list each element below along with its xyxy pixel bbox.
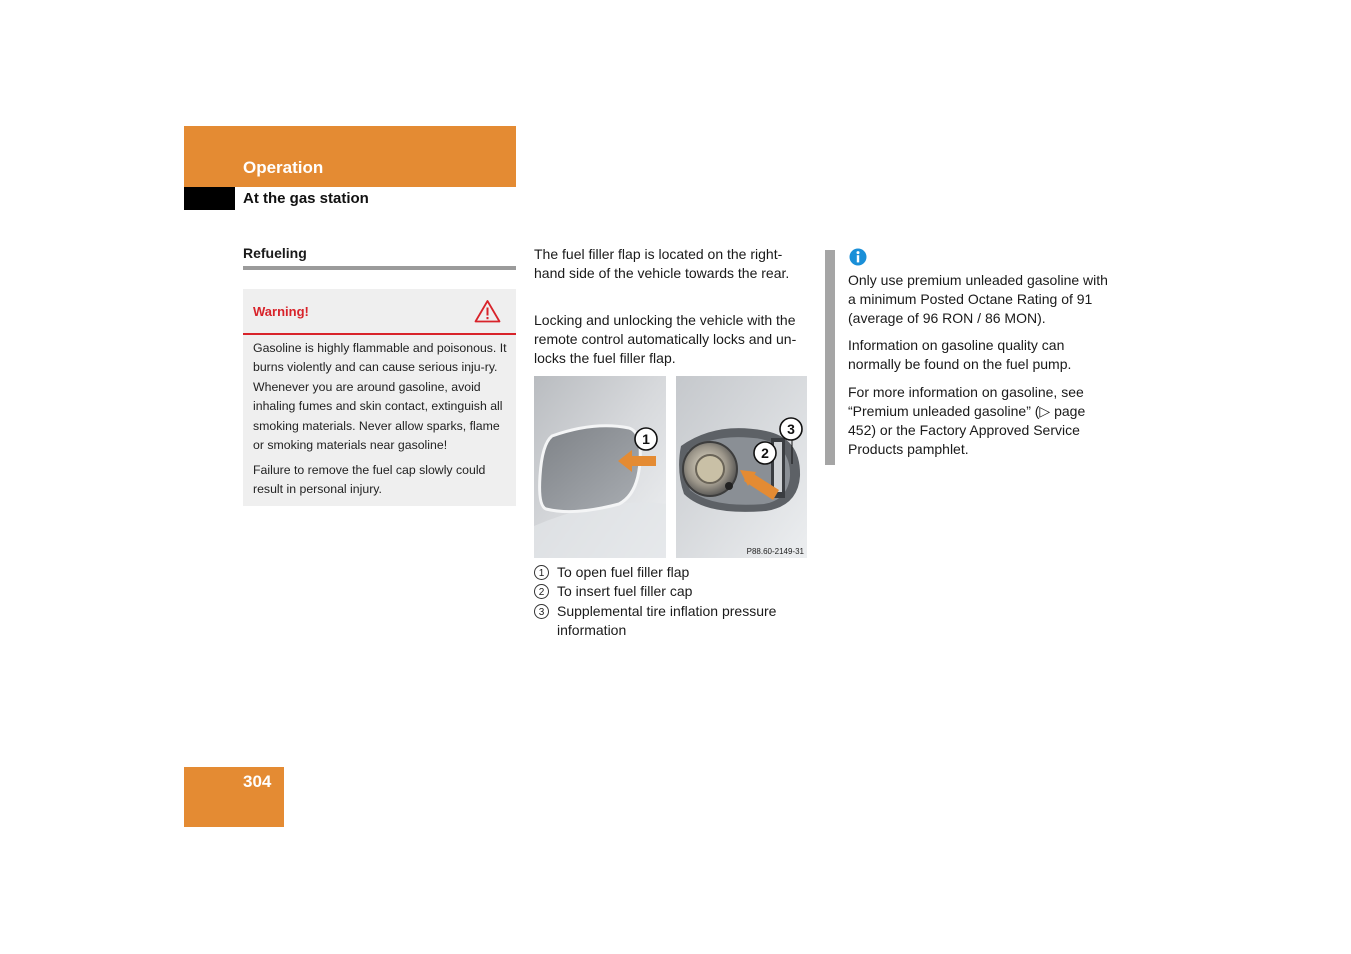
- legend-text: To insert fuel filler cap: [557, 583, 693, 599]
- image-code: P88.60-2149-31: [746, 547, 804, 556]
- callout-2: 2: [761, 445, 769, 461]
- header-marker: [184, 187, 235, 210]
- warning-header: [243, 289, 516, 335]
- warning-box: [243, 289, 516, 506]
- legend-text: To open fuel filler flap: [557, 564, 690, 580]
- section-title: Operation: [243, 158, 324, 177]
- info-bar: [825, 250, 835, 465]
- legend-text: Supplemental tire inflation pressure information: [557, 603, 777, 638]
- callout-3: 3: [787, 421, 795, 437]
- info-paragraph: Only use premium unleaded gasoline with a minimum Posted Octane Rating of 91 (average of 96 RON / 86 MON).: [848, 272, 1108, 326]
- info-icon: [849, 248, 867, 266]
- info-paragraph: Information on gasoline quality can normally be found on the fuel pump.: [848, 337, 1072, 372]
- body-paragraph: The fuel filler flap is located on the right-hand side of the vehicle towards the rear.: [534, 246, 790, 281]
- warning-label: Warning!: [253, 304, 309, 319]
- body-paragraph: Locking and unlocking the vehicle with the remote control automatically locks and un-locks the fuel filler flap.: [534, 312, 797, 366]
- fuel-flap-photo: [534, 376, 666, 558]
- warning-triangle-icon: [474, 299, 501, 323]
- header-band: [184, 126, 516, 187]
- refueling-heading: Refueling: [243, 245, 307, 261]
- page-number: 304: [243, 772, 272, 791]
- legend-number: 3: [534, 604, 549, 619]
- heading-rule: [243, 266, 516, 270]
- subsection-title: At the gas station: [243, 190, 369, 207]
- callout-1: 1: [642, 431, 650, 447]
- legend-number: 1: [534, 565, 549, 580]
- legend-number: 2: [534, 584, 549, 599]
- fuel-cap-photo: [676, 376, 807, 558]
- warning-text: Gasoline is highly flammable and poisonous. It burns violently and can cause serious inju-ry. Whenever you are around gasoline, avoid inhaling fumes and skin contact, extinguish all smoking materials. Never allow sparks, flame or smoking materials near gasoline!: [253, 341, 507, 453]
- warning-text: Failure to remove the fuel cap slowly could result in personal injury.: [253, 463, 486, 497]
- info-paragraph: For more information on gasoline, see “Premium unleaded gasoline” (▷ page 452) or the Factory Approved Service Products pamphlet.: [848, 384, 1086, 457]
